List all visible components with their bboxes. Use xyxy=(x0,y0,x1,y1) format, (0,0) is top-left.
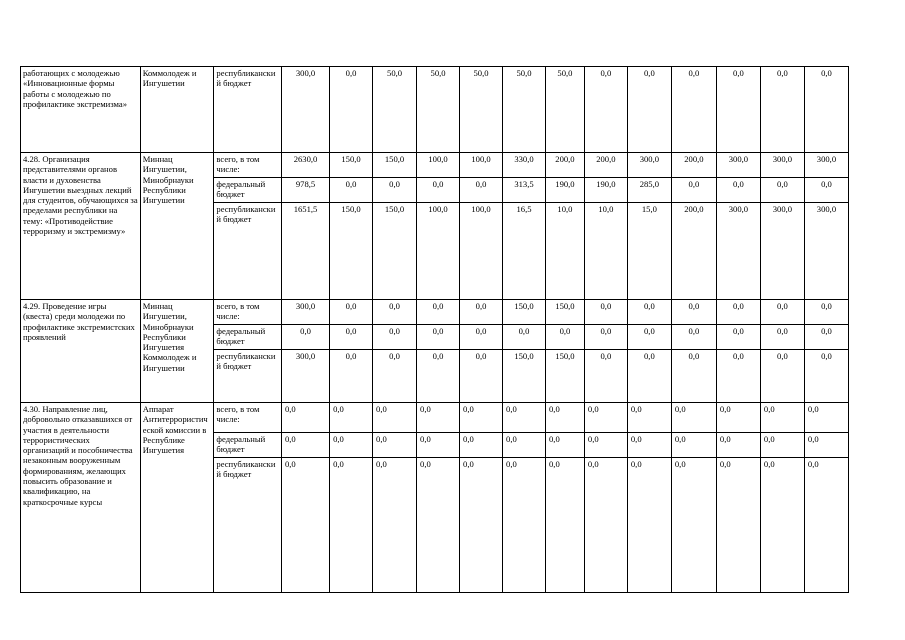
amount-cell: 200,0 xyxy=(584,153,627,178)
amount-cell: 0,0 xyxy=(671,67,716,153)
amount-cell: 0,0 xyxy=(716,403,760,433)
amount-cell: 300,0 xyxy=(804,153,848,178)
table-row xyxy=(21,67,849,153)
amount-cell: 300,0 xyxy=(281,67,329,153)
table-row xyxy=(21,153,849,178)
amount-cell: 0,0 xyxy=(546,433,585,458)
amount-cell: 100,0 xyxy=(460,203,503,300)
amount-cell: 300,0 xyxy=(281,300,329,325)
amount-cell: 0,0 xyxy=(716,325,760,350)
amount-cell: 0,0 xyxy=(716,178,760,203)
amount-cell: 0,0 xyxy=(546,325,585,350)
amount-cell: 0,0 xyxy=(503,403,546,433)
amount-cell: 0,0 xyxy=(671,300,716,325)
table-row xyxy=(21,403,849,433)
amount-cell: 0,0 xyxy=(671,350,716,403)
amount-cell: 0,0 xyxy=(373,458,417,593)
executor-cell: Миннац Ингушетии, Минобрнауки Республики Ингушетии xyxy=(140,153,214,300)
amount-cell: 50,0 xyxy=(373,67,417,153)
activity-name-cell: работающих с молодежью «Инновационные формы работы с молодежью по профилактике экстремизма» xyxy=(21,67,141,153)
amount-cell: 0,0 xyxy=(716,458,760,593)
amount-cell: 0,0 xyxy=(627,325,671,350)
amount-cell: 16,5 xyxy=(503,203,546,300)
amount-cell: 0,0 xyxy=(330,433,373,458)
funding-source-cell: республиканский бюджет xyxy=(214,350,282,403)
amount-cell: 0,0 xyxy=(716,433,760,458)
amount-cell: 0,0 xyxy=(546,403,585,433)
amount-cell: 0,0 xyxy=(760,67,804,153)
table-body xyxy=(21,67,849,593)
amount-cell: 0,0 xyxy=(804,403,848,433)
amount-cell: 0,0 xyxy=(760,458,804,593)
funding-source-cell: всего, в том числе: xyxy=(214,403,282,433)
amount-cell: 0,0 xyxy=(417,403,460,433)
table-row xyxy=(21,300,849,325)
amount-cell: 150,0 xyxy=(546,300,585,325)
amount-cell: 0,0 xyxy=(281,433,329,458)
amount-cell: 0,0 xyxy=(584,67,627,153)
amount-cell: 978,5 xyxy=(281,178,329,203)
funding-source-cell: республиканский бюджет xyxy=(214,203,282,300)
amount-cell: 150,0 xyxy=(546,350,585,403)
amount-cell: 15,0 xyxy=(627,203,671,300)
amount-cell: 0,0 xyxy=(716,300,760,325)
amount-cell: 0,0 xyxy=(546,458,585,593)
amount-cell: 0,0 xyxy=(671,178,716,203)
amount-cell: 0,0 xyxy=(460,403,503,433)
amount-cell: 300,0 xyxy=(716,203,760,300)
amount-cell: 10,0 xyxy=(584,203,627,300)
funding-source-cell: всего, в том числе: xyxy=(214,300,282,325)
amount-cell: 0,0 xyxy=(627,350,671,403)
amount-cell: 0,0 xyxy=(584,325,627,350)
amount-cell: 300,0 xyxy=(760,153,804,178)
amount-cell: 0,0 xyxy=(460,178,503,203)
amount-cell: 0,0 xyxy=(716,67,760,153)
amount-cell: 0,0 xyxy=(281,325,329,350)
funding-source-cell: республиканский бюджет xyxy=(214,458,282,593)
amount-cell: 0,0 xyxy=(373,403,417,433)
amount-cell: 0,0 xyxy=(760,300,804,325)
activity-name-cell: 4.29. Проведение игры (квеста) среди молодежи по профилактике экстремистских проявлений xyxy=(21,300,141,403)
amount-cell: 0,0 xyxy=(330,403,373,433)
amount-cell: 150,0 xyxy=(503,350,546,403)
amount-cell: 0,0 xyxy=(627,433,671,458)
amount-cell: 2630,0 xyxy=(281,153,329,178)
amount-cell: 190,0 xyxy=(584,178,627,203)
amount-cell: 313,5 xyxy=(503,178,546,203)
amount-cell: 1651,5 xyxy=(281,203,329,300)
funding-source-cell: республиканский бюджет xyxy=(214,67,282,153)
amount-cell: 0,0 xyxy=(417,178,460,203)
amount-cell: 50,0 xyxy=(503,67,546,153)
amount-cell: 300,0 xyxy=(627,153,671,178)
budget-table xyxy=(20,66,849,593)
amount-cell: 0,0 xyxy=(460,325,503,350)
amount-cell: 0,0 xyxy=(760,178,804,203)
amount-cell: 0,0 xyxy=(503,433,546,458)
amount-cell: 0,0 xyxy=(503,325,546,350)
amount-cell: 0,0 xyxy=(330,458,373,593)
amount-cell: 300,0 xyxy=(804,203,848,300)
amount-cell: 200,0 xyxy=(546,153,585,178)
amount-cell: 0,0 xyxy=(330,178,373,203)
amount-cell: 0,0 xyxy=(417,350,460,403)
amount-cell: 0,0 xyxy=(627,67,671,153)
amount-cell: 100,0 xyxy=(417,203,460,300)
amount-cell: 0,0 xyxy=(627,458,671,593)
amount-cell: 0,0 xyxy=(460,433,503,458)
amount-cell: 50,0 xyxy=(546,67,585,153)
amount-cell: 0,0 xyxy=(460,300,503,325)
amount-cell: 0,0 xyxy=(460,458,503,593)
amount-cell: 150,0 xyxy=(330,153,373,178)
amount-cell: 0,0 xyxy=(760,433,804,458)
amount-cell: 0,0 xyxy=(373,325,417,350)
amount-cell: 0,0 xyxy=(671,433,716,458)
amount-cell: 0,0 xyxy=(671,458,716,593)
executor-cell: Миннац Ингушетии, Минобрнауки Республики Ингушетия Коммолодеж и Ингушетии xyxy=(140,300,214,403)
amount-cell: 150,0 xyxy=(373,203,417,300)
amount-cell: 0,0 xyxy=(330,325,373,350)
amount-cell: 0,0 xyxy=(373,178,417,203)
amount-cell: 0,0 xyxy=(584,403,627,433)
activity-name-cell: 4.30. Направление лиц, добровольно отказавшихся от участия в деятельности террористических организаций и пособничества незаконным вооруженным формированиям, желающих повысить образование и квалификацию, на краткосрочные курсы xyxy=(21,403,141,593)
amount-cell: 0,0 xyxy=(417,300,460,325)
amount-cell: 0,0 xyxy=(804,178,848,203)
amount-cell: 0,0 xyxy=(417,325,460,350)
amount-cell: 0,0 xyxy=(804,300,848,325)
amount-cell: 0,0 xyxy=(330,67,373,153)
funding-source-cell: федеральный бюджет xyxy=(214,433,282,458)
amount-cell: 0,0 xyxy=(804,433,848,458)
funding-source-cell: федеральный бюджет xyxy=(214,325,282,350)
amount-cell: 0,0 xyxy=(584,433,627,458)
amount-cell: 0,0 xyxy=(584,458,627,593)
funding-source-cell: федеральный бюджет xyxy=(214,178,282,203)
amount-cell: 200,0 xyxy=(671,153,716,178)
amount-cell: 0,0 xyxy=(804,458,848,593)
amount-cell: 0,0 xyxy=(373,350,417,403)
amount-cell: 0,0 xyxy=(760,403,804,433)
amount-cell: 0,0 xyxy=(627,403,671,433)
amount-cell: 100,0 xyxy=(417,153,460,178)
amount-cell: 150,0 xyxy=(503,300,546,325)
funding-source-cell: всего, в том числе: xyxy=(214,153,282,178)
amount-cell: 0,0 xyxy=(804,350,848,403)
amount-cell: 0,0 xyxy=(716,350,760,403)
amount-cell: 0,0 xyxy=(460,350,503,403)
amount-cell: 0,0 xyxy=(281,403,329,433)
amount-cell: 0,0 xyxy=(330,300,373,325)
amount-cell: 190,0 xyxy=(546,178,585,203)
amount-cell: 0,0 xyxy=(627,300,671,325)
activity-name-cell: 4.28. Организация представителями органов власти и духовенства Ингушетии выездных лекций для студентов, обучающихся за пределами республики на тему: «Противодействие терроризму и экстремизму» xyxy=(21,153,141,300)
amount-cell: 50,0 xyxy=(417,67,460,153)
amount-cell: 0,0 xyxy=(281,458,329,593)
amount-cell: 0,0 xyxy=(417,458,460,593)
amount-cell: 0,0 xyxy=(373,300,417,325)
amount-cell: 0,0 xyxy=(373,433,417,458)
amount-cell: 0,0 xyxy=(671,403,716,433)
amount-cell: 10,0 xyxy=(546,203,585,300)
amount-cell: 285,0 xyxy=(627,178,671,203)
amount-cell: 300,0 xyxy=(716,153,760,178)
amount-cell: 150,0 xyxy=(330,203,373,300)
amount-cell: 50,0 xyxy=(460,67,503,153)
amount-cell: 0,0 xyxy=(804,325,848,350)
amount-cell: 330,0 xyxy=(503,153,546,178)
amount-cell: 0,0 xyxy=(804,67,848,153)
amount-cell: 200,0 xyxy=(671,203,716,300)
amount-cell: 100,0 xyxy=(460,153,503,178)
amount-cell: 0,0 xyxy=(760,350,804,403)
amount-cell: 300,0 xyxy=(760,203,804,300)
executor-cell: Аппарат Антитеррористической комиссии в Республике Ингушетия xyxy=(140,403,214,593)
amount-cell: 0,0 xyxy=(503,458,546,593)
amount-cell: 0,0 xyxy=(760,325,804,350)
amount-cell: 0,0 xyxy=(671,325,716,350)
amount-cell: 0,0 xyxy=(417,433,460,458)
executor-cell: Коммолодеж и Ингушетии xyxy=(140,67,214,153)
amount-cell: 150,0 xyxy=(373,153,417,178)
amount-cell: 0,0 xyxy=(330,350,373,403)
amount-cell: 0,0 xyxy=(584,350,627,403)
amount-cell: 300,0 xyxy=(281,350,329,403)
amount-cell: 0,0 xyxy=(584,300,627,325)
